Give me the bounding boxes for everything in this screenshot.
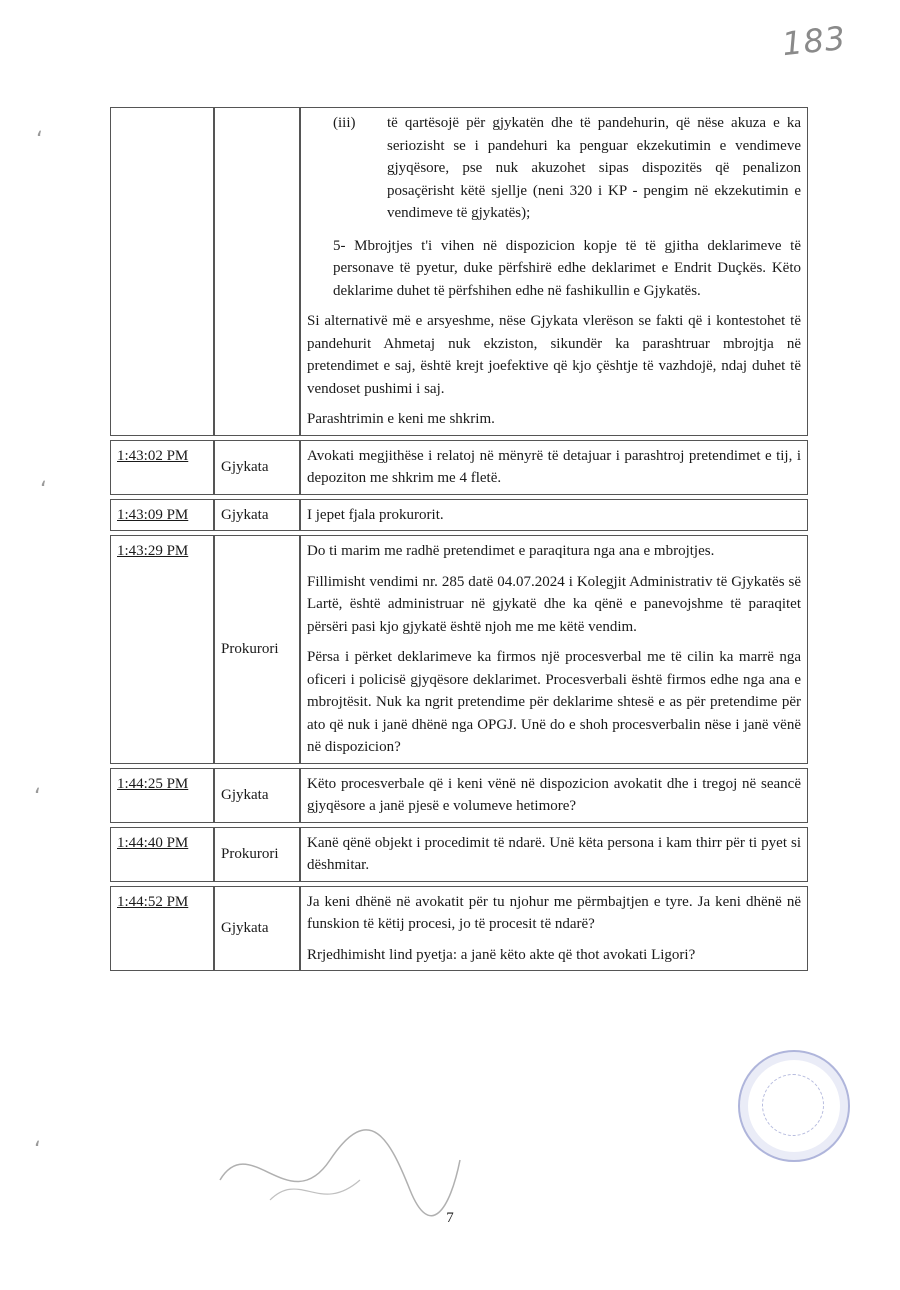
- speech-cell: [300, 107, 808, 436]
- time-cell: [110, 107, 214, 436]
- paragraph: Këto procesverbale që i keni vënë në dispozicion avokatit dhe i tregoj në seancë gjyqësore a janë pjesë e volumeve hetimore?: [307, 775, 801, 814]
- speaker-cell: Gjykata: [214, 499, 300, 532]
- paragraph: Avokati megjithëse i relatoj në mënyrë të detajuar i parashtroj pretendimet e tij, i depoziton me shkrim me 4 fletë.: [307, 447, 801, 486]
- item-text: të qartësojë për gjykatën dhe të pandehurin, që nëse akuza e ka seriozisht se i pandehuri ka penguar ekzekutimin e vendimeve gjyqësore, pse nuk akuzohet sipas dispozitës që penalizon posaçërisht këtë sjellje (neni 320 i KP - pengim në ekzekutimin e vendimeve të gjykatës);: [387, 115, 801, 221]
- paragraph: Kanë qënë objekt i procedimit të ndarë. Unë këta persona i kam thirr për ti pyet si dëshmitar.: [307, 834, 801, 873]
- margin-mark: ʻ: [36, 128, 43, 153]
- paragraph: I jepet fjala prokurorit.: [307, 506, 444, 523]
- speech-cell: [300, 440, 808, 495]
- paragraph: Fillimisht vendimi nr. 285 datë 04.07.2024 i Kolegjit Administrativ të Gjykatës së Lartë, është administruar në gjykatë dhe ka qënë e panevojshme të paraqitet përsëri pasi kjo gjykatë është njoh me me këtë vendim.: [307, 573, 801, 635]
- item-5-text: 5- Mbrojtjes t'i vihen në dispozicion kopje të të gjitha deklarimeve të personave të pyetur, duke përfshirë edhe deklarimet e Endrit Duçkës. Këto deklarime duhet të përfshihen edhe në fashikullin e Gjykatës.: [333, 237, 801, 299]
- speech-cell: [300, 827, 808, 882]
- time-cell: 1:43:29 PM: [110, 535, 214, 764]
- time-cell: 1:44:25 PM: [110, 768, 214, 823]
- time-cell: 1:44:40 PM: [110, 827, 214, 882]
- speech-cell: [300, 768, 808, 823]
- table-row: [110, 107, 808, 436]
- page-number: 7: [446, 1210, 454, 1226]
- paragraph: Do ti marim me radhë pretendimet e paraqitura nga ana e mbrojtjes.: [307, 543, 715, 559]
- margin-mark: ʻ: [34, 785, 41, 810]
- table-row: [110, 886, 808, 972]
- item-number: (iii): [333, 115, 356, 131]
- speech-cell: [300, 535, 808, 764]
- margin-mark: ʻ: [40, 478, 47, 503]
- speaker-cell: [214, 107, 300, 436]
- paragraph: Rrjedhimisht lind pyetja: a janë këto akte që thot avokati Ligori?: [307, 946, 696, 963]
- table-row: [110, 499, 808, 532]
- handwritten-page-number: 183: [780, 18, 848, 64]
- official-stamp: [738, 1050, 850, 1162]
- paragraph: Përsa i përket deklarimeve ka firmos një procesverbal me të cilin ka marrë nga oficeri i policisë gjyqësore deklarimet. Procesverbali është firmos edhe nga ana e mbrojtësit. Nuk ka ngrit pretendime për deklarime shtesë e as për pretendime për ato që nuk i janë dhënë nga OPGJ. Unë do e shoh procesverbalin nëse i janë vënë në dispozicion?: [307, 649, 801, 755]
- margin-mark: ʻ: [34, 1138, 41, 1163]
- speaker-cell: Prokurori: [214, 535, 300, 764]
- paragraph: Si alternativë më e arsyeshme, nëse Gjykata vlerëson se fakti që i kontestohet të pandehurit Ahmetaj nuk ekziston, sikundër ka parashtruar mbrojtja në pretendimet e saj, është krejt joefektive që kjo çështje të vazhdojë, ndaj duhet të vendoset pushimi i saj.: [307, 313, 801, 397]
- time-cell: 1:44:52 PM: [110, 886, 214, 972]
- speech-cell: [300, 499, 808, 532]
- speaker-cell: Prokurori: [214, 827, 300, 882]
- speaker-cell: Gjykata: [214, 886, 300, 972]
- speaker-cell: Gjykata: [214, 440, 300, 495]
- time-cell: 1:43:02 PM: [110, 440, 214, 495]
- table-row: [110, 827, 808, 882]
- transcript-table: [110, 103, 808, 975]
- speaker-cell: Gjykata: [214, 768, 300, 823]
- table-row: [110, 440, 808, 495]
- paragraph: Ja keni dhënë në avokatit për tu njohur me përmbajtjen e tyre. Ja keni dhënë në funskion të këtij procesi, jo të procesit të ndarë?: [307, 893, 801, 932]
- table-row: [110, 535, 808, 764]
- time-cell: 1:43:09 PM: [110, 499, 214, 532]
- table-row: [110, 768, 808, 823]
- paragraph: Parashtrimin e keni me shkrim.: [307, 411, 495, 427]
- speech-cell: [300, 886, 808, 972]
- list-item: [307, 112, 801, 225]
